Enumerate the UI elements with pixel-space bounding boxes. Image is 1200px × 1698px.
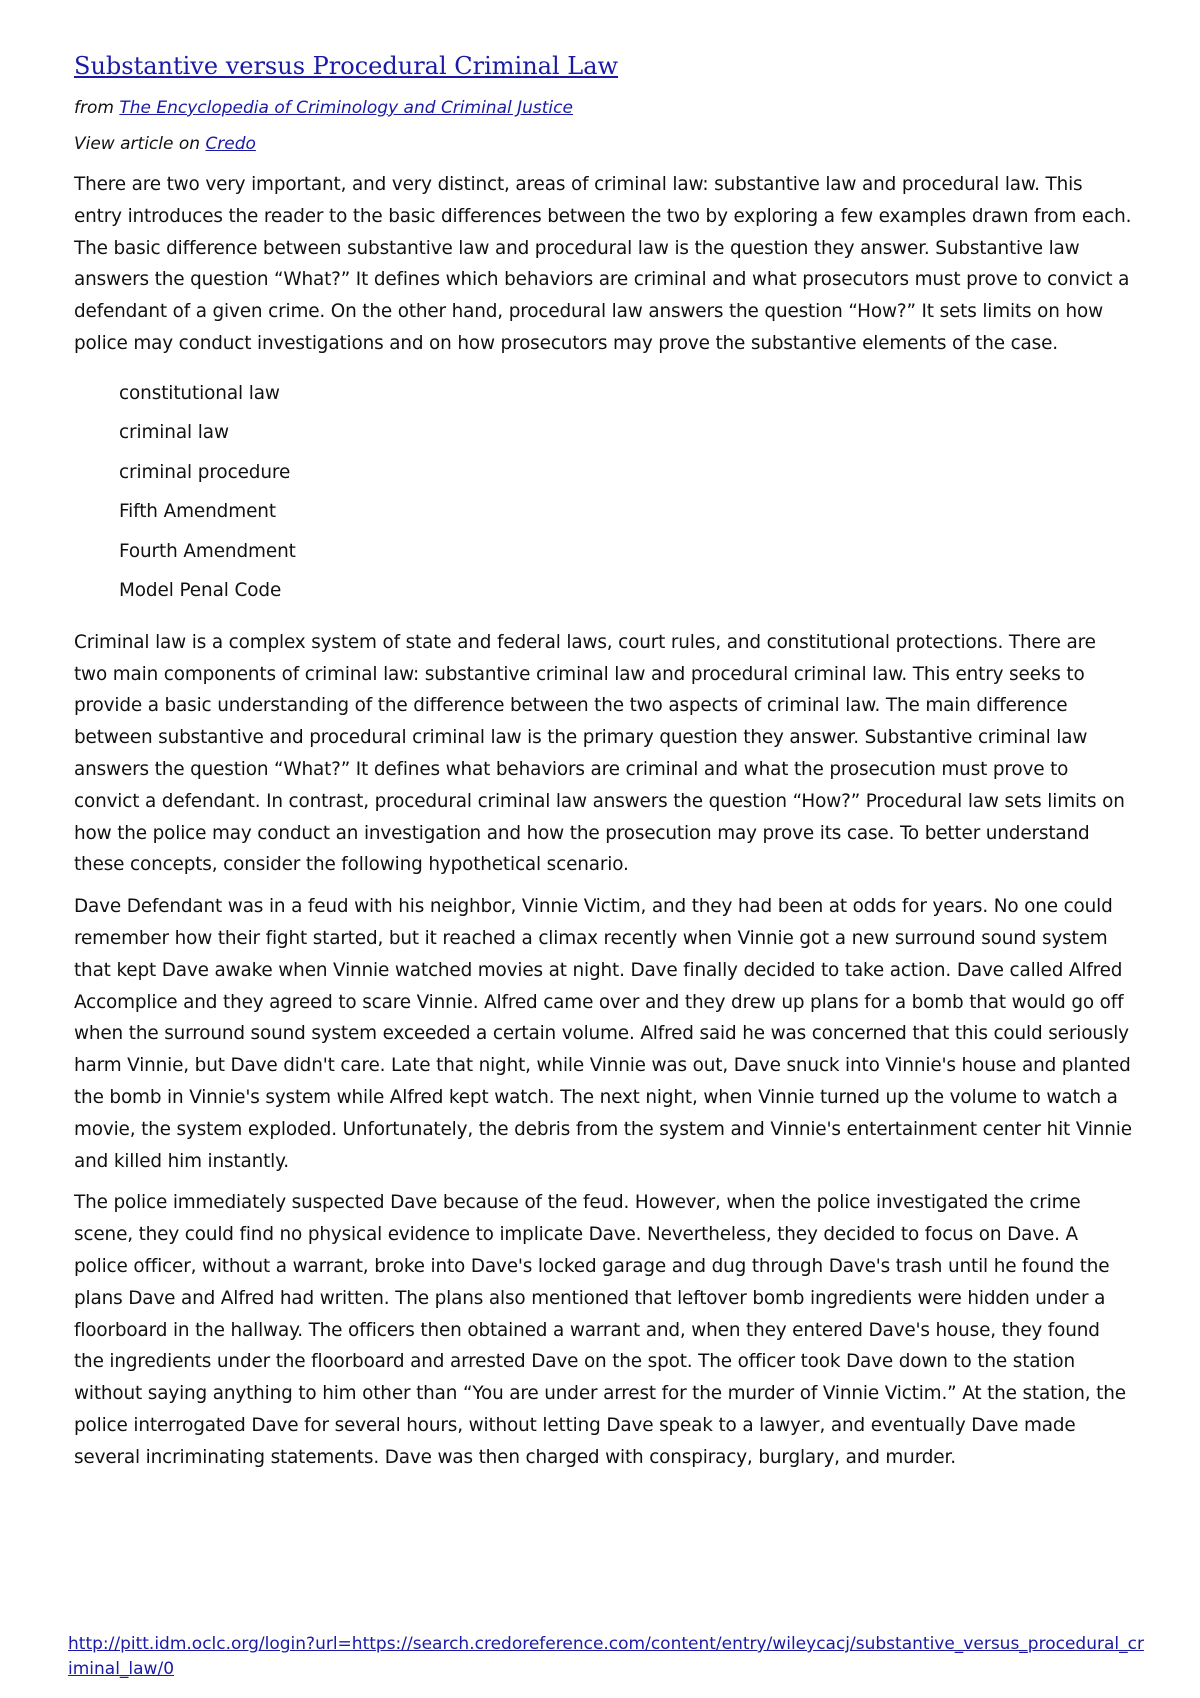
view-line <box>74 133 1134 155</box>
article <box>74 52 1134 1483</box>
keyword-item: Fourth Amendment <box>119 540 296 562</box>
credo-link[interactable]: Credo <box>205 133 256 154</box>
keyword-item: Model Penal Code <box>119 580 282 602</box>
keyword-item: criminal procedure <box>119 461 291 483</box>
keyword-item: Fifth Amendment <box>119 501 276 523</box>
body-paragraph: The police immediately suspected Dave because of the feud. However, when the police investigated the crime scene, they could find no physical evidence to implicate Dave. Nevertheless, they decided to focus on Dave. A police officer, without a warrant, broke into Dave's locked garage and dug through Dave's trash until he found the plans Dave and Alfred had written. The plans also mentioned that leftover bomb ingredients were hidden under a floorboard in the hallway. The officers then obtained a warrant and, when they entered Dave's house, they found the ingredients under the floorboard and arrested Dave on the spot. The officer took Dave down to the station without saying anything to him other than “You are under arrest for the murder of Vinnie Victim.” At the station, the police interrogated Dave for several hours, without letting Dave speak to a lawyer, and eventually Dave made several incriminating statements. Dave was then charged with conspiracy, burglary, and murder. <box>74 1192 1126 1468</box>
body-paragraph: Dave Defendant was in a feud with his neighbor, Vinnie Victim, and they had been at odds for years. No one could remember how their fight started, but it reached a climax recently when Vinnie got a new surround sound system that kept Dave awake when Vinnie watched movies at night. Dave finally decided to take action. Dave called Alfred Accomplice and they agreed to scare Vinnie. Alfred came over and they drew up plans for a bomb that would go off when the surround sound system exceeded a certain volume. Alfred said he was concerned that this could seriously harm Vinnie, but Dave didn't care. Late that night, while Vinnie was out, Dave snuck into Vinnie's house and planted the bomb in Vinnie's system while Alfred kept watch. The next night, when Vinnie turned up the volume to watch a movie, the system exploded. Unfortunately, the debris from the system and Vinnie's entertainment center hit Vinnie and killed him instantly. <box>74 896 1132 1172</box>
source-prefix: from <box>74 97 114 118</box>
view-prefix: View article on <box>74 133 201 154</box>
article-title-link[interactable]: Substantive versus Procedural Criminal Law <box>74 52 619 80</box>
footer <box>68 1632 1148 1682</box>
abstract-paragraph: There are two very important, and very distinct, areas of criminal law: substantive law and procedural law. This entry introduces the reader to the basic differences between the two by exploring a few examples drawn from each. The basic difference between substantive law and procedural law is the question they answer. Substantive law answers the question “What?” It defines which behaviors are criminal and what prosecutors must prove to convict a defendant of a given crime. On the other hand, procedural law answers the question “How?” It sets limits on how police may conduct investigations and on how prosecutors may prove the substantive elements of the case. <box>74 173 1132 354</box>
body-paragraph: Criminal law is a complex system of state and federal laws, court rules, and constitutional protections. There are two main components of criminal law: substantive criminal law and procedural criminal law. This entry seeks to provide a basic understanding of the difference between the two aspects of criminal law. The main difference between substantive and procedural criminal law is the primary question they answer. Substantive criminal law answers the question “What?” It defines what behaviors are criminal and what the prosecution must prove to convict a defendant. In contrast, procedural criminal law answers the question “How?” Procedural law sets limits on how the police may conduct an investigation and how the prosecution may prove its case. To better understand these concepts, consider the following hypothetical scenario. <box>74 631 1125 876</box>
source-link[interactable]: The Encyclopedia of Criminology and Criminal Justice <box>119 97 573 118</box>
keyword-item: constitutional law <box>119 382 280 404</box>
source-line <box>74 97 1134 119</box>
footer-url-link[interactable]: http://pitt.idm.oclc.org/login?url=https://search.credoreference.com/content/entry/wileycacj/substantive_versus_procedural_criminal_law/0 <box>68 1634 1144 1679</box>
keyword-item: criminal law <box>119 422 229 444</box>
keyword-list <box>119 374 1134 611</box>
